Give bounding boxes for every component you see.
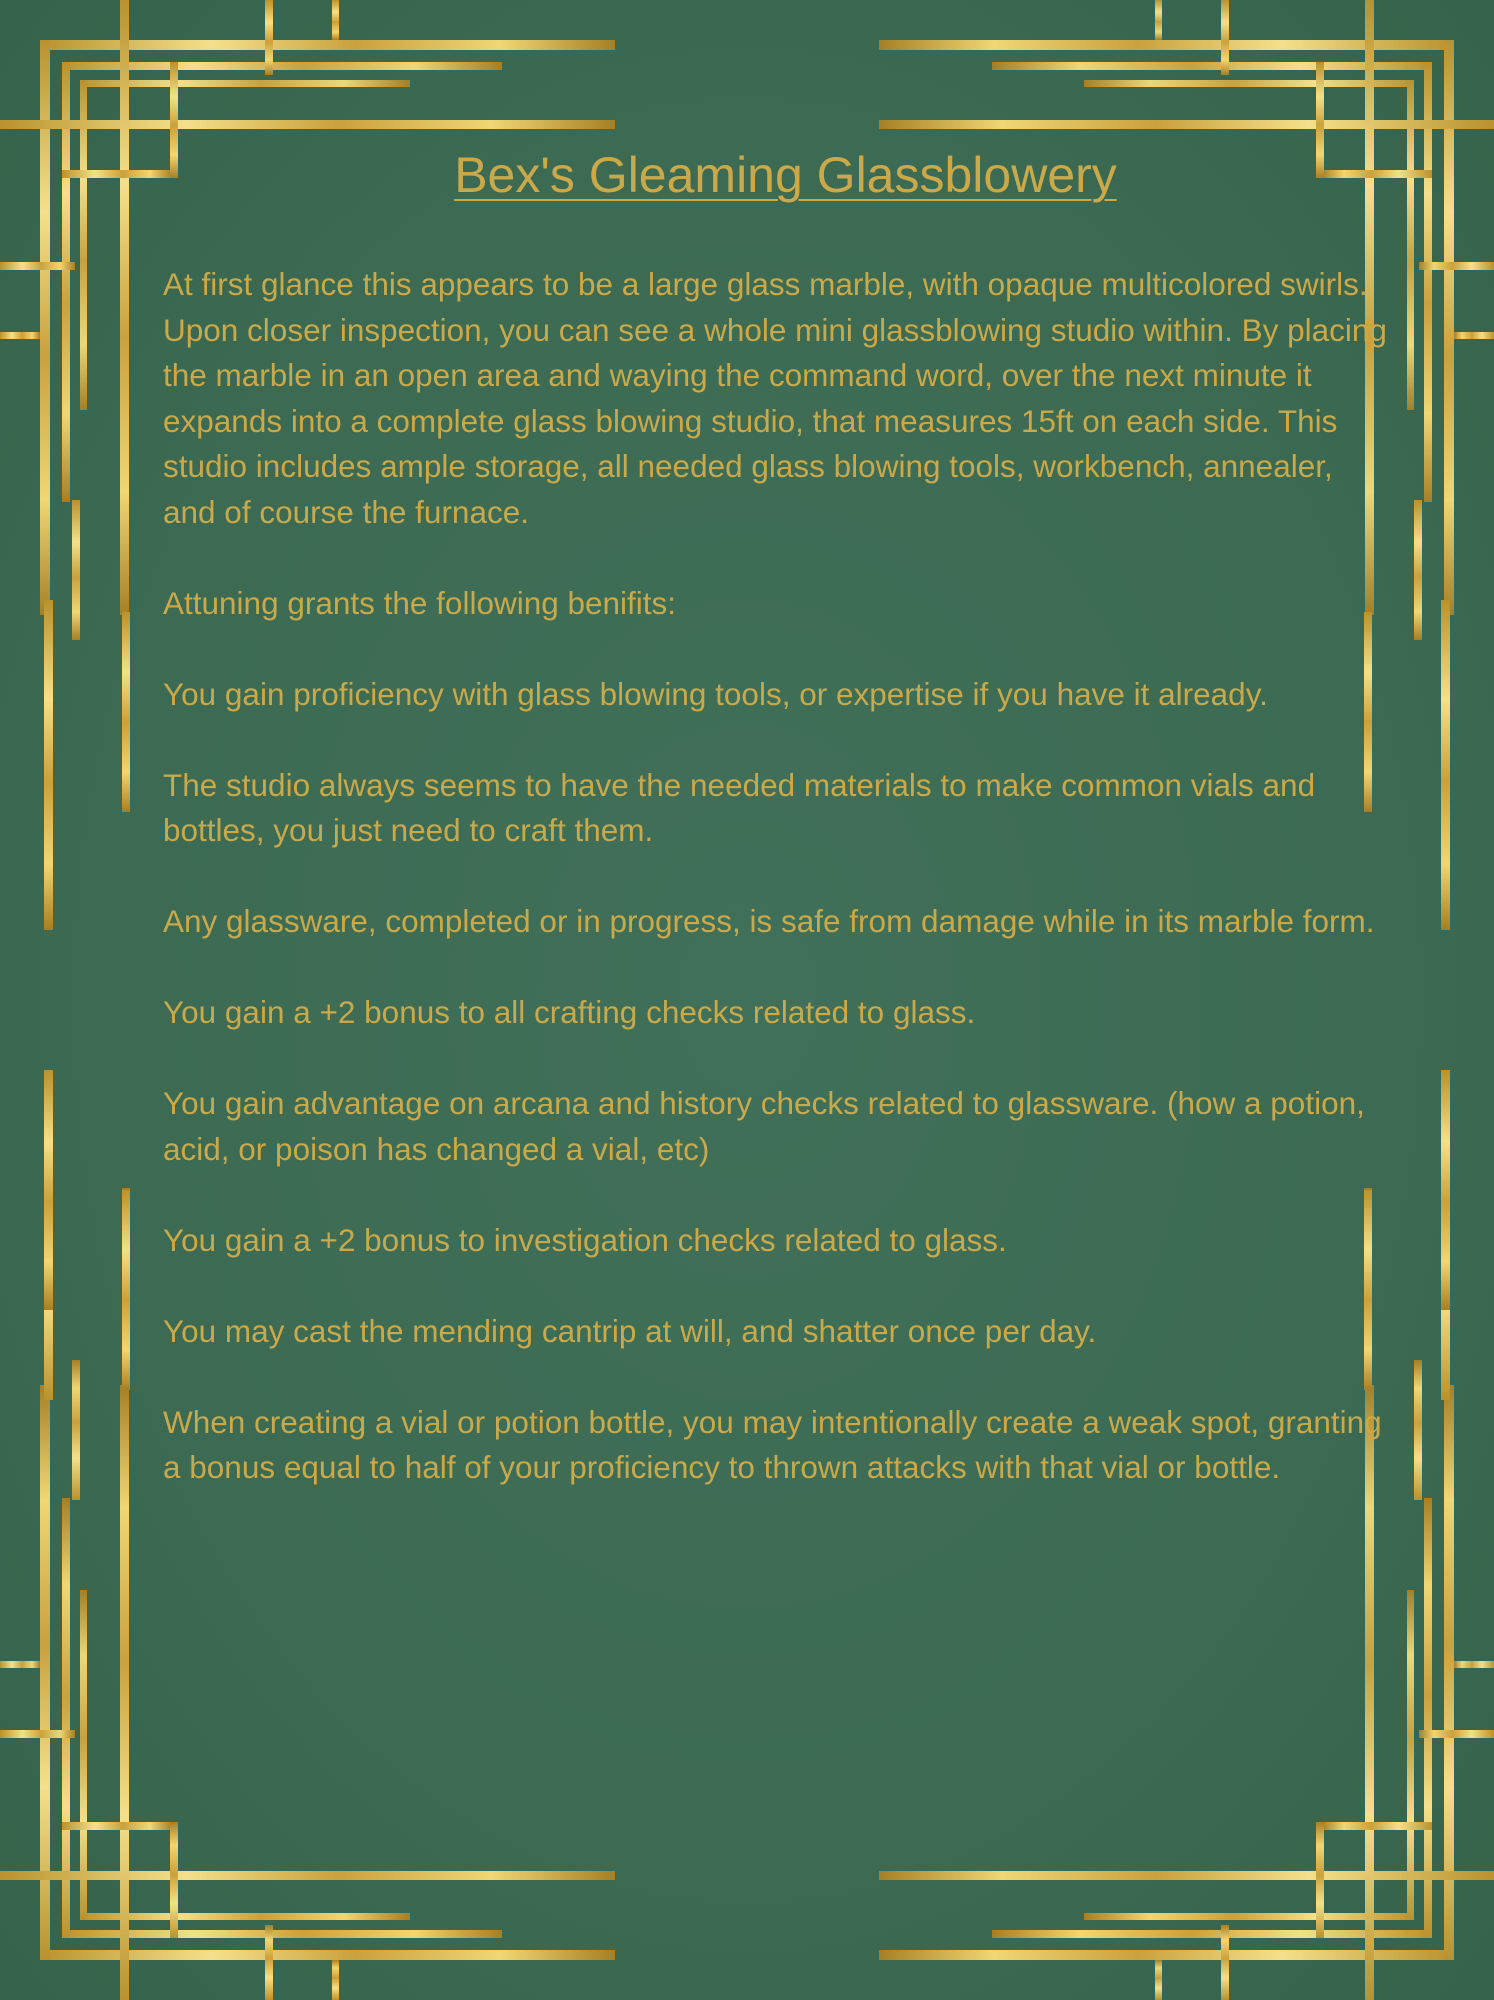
left-side-bar (44, 1070, 53, 1310)
left-inner-bar (122, 1190, 130, 1390)
right-side-bar (1441, 1070, 1450, 1310)
benefit-advantage: You gain advantage on arcana and history checks related to glassware. (how a potion, acid, or poison has changed a vial, etc) (163, 1085, 1365, 1167)
benefit-proficiency: You gain proficiency with glass blowing tools, or expertise if you have it already. (163, 675, 1268, 712)
benefit-crafting-bonus: You gain a +2 bonus to all crafting checks related to glass. (163, 994, 976, 1030)
attunement-intro: Attuning grants the following benifits: (163, 584, 677, 621)
benefit-materials: The studio always seems to have the needed materials to make common vials and bottles, you just need to craft them. (163, 766, 1316, 848)
description-paragraph: At first glance this appears to be a large glass marble, with opaque multicolored swirls. Upon closer inspection, you can see a whole mini glassblowing studio within. By placing the marble in an open area and waying the command word, over the next minute it expands into a complete glass blowing studio, that measures 15ft on each side. This studio includes ample storage, all needed glass blowing tools, workbench, annealer, and of course the furnace. (163, 266, 1387, 530)
benefit-weak-spot: When creating a vial or potion bottle, you may intentionally create a weak spot, granting a bonus equal to half of your proficiency to thrown attacks with that vial or bottle. (163, 1403, 1382, 1485)
benefit-safe-glassware: Any glassware, completed or in progress, is safe from damage while in its marble form. (163, 903, 1375, 939)
document-body (163, 140, 1388, 1536)
benefit-spells: You may cast the mending cantrip at will, and shatter once per day. (163, 1312, 1097, 1349)
page-title: Bex's Gleaming Glassblowery (454, 147, 1117, 203)
benefit-investigation-bonus: You gain a +2 bonus to investigation checks related to glass. (163, 1221, 1007, 1258)
